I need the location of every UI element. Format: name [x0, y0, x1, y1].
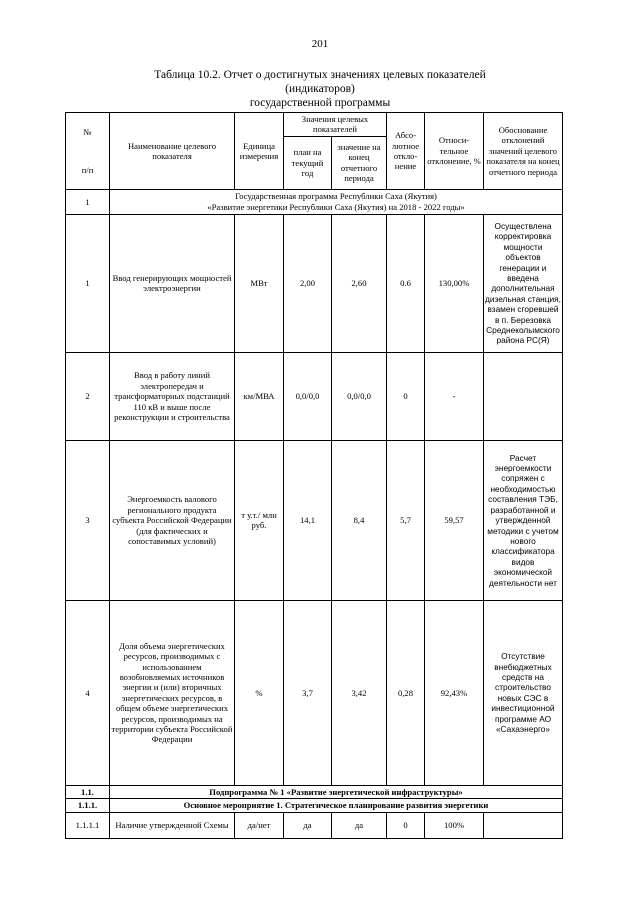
row-relative-deviation: -	[425, 352, 484, 440]
subprogram-row	[66, 785, 563, 798]
header-indicator-name: Наименование целевого показателя	[110, 113, 235, 190]
row-justification: Отсутствие внебюджетных средств на строительство новых СЭС в инвестиционной программе АО «Сахаэнерго»	[484, 600, 563, 785]
page-number: 201	[311, 38, 329, 50]
table-row	[66, 214, 563, 352]
program-row-title	[110, 189, 563, 214]
header-unit: Единица измерения	[235, 113, 284, 190]
row-actual: 3,42	[332, 600, 387, 785]
row-actual: 0,0/0,0	[332, 352, 387, 440]
header-number-top: №	[83, 126, 92, 137]
row-plan: 14,1	[284, 440, 332, 600]
row-relative-deviation: 59,57	[425, 440, 484, 600]
row-absolute-deviation: 0.6	[387, 214, 425, 352]
table-title-line-2: государственной программы	[249, 97, 391, 109]
row-unit: да/нет	[235, 812, 284, 838]
row-number: 4	[66, 600, 110, 785]
header-actual: значение на конец отчетного периода	[332, 136, 387, 189]
row-number: 1	[66, 214, 110, 352]
table-row	[66, 440, 563, 600]
table-row	[66, 600, 563, 785]
row-relative-deviation: 92,43%	[425, 600, 484, 785]
table-row	[66, 812, 563, 838]
row-indicator-name: Ввод генерирующих мощностей электроэнергии	[110, 214, 235, 352]
header-values-group: Значения целевых показателей	[284, 113, 387, 137]
row-absolute-deviation: 5,7	[387, 440, 425, 600]
row-number: 3	[66, 440, 110, 600]
row-justification	[484, 352, 563, 440]
main-event-title: Основное мероприятие 1. Стратегическое планирование развития энергетики	[110, 799, 563, 812]
program-row-number: 1	[66, 189, 110, 214]
row-number: 2	[66, 352, 110, 440]
table-title-line-1: Таблица 10.2. Отчет о достигнутых значениях целевых показателей (индикаторов)	[154, 69, 486, 95]
row-relative-deviation: 100%	[425, 812, 484, 838]
row-indicator-name: Ввод в работу линий электропередач и трансформаторных подстанций 110 кВ и выше после реконструкции и строительства	[110, 352, 235, 440]
row-plan: 2,00	[284, 214, 332, 352]
table-title	[120, 68, 520, 110]
row-justification: Осуществлена корректировка мощности объектов генерации и введена дополнительная дизельная станция, взамен сгоревшей в п. Березовка Среднеколымского района РС(Я)	[484, 214, 563, 352]
header-number	[66, 113, 110, 190]
main-event-row	[66, 799, 563, 812]
program-title-line-2: «Развитие энергетики Республики Саха (Якутия) на 2018 - 2022 годы»	[207, 201, 465, 212]
header-justification: Обоснование отклонений значений целевого показателя на конец отчетного периода	[484, 113, 563, 190]
header-relative-deviation: Относи-тельное отклонение, %	[425, 113, 484, 190]
row-justification: Расчет энергоемкости сопряжен с необходимостью составления ТЭБ, разработанной и утвержденной методики с учетом нового классификатора видов экономической деятельности нет	[484, 440, 563, 600]
header-plan: план на текущий год	[284, 136, 332, 189]
header-row-1	[66, 113, 563, 137]
row-relative-deviation: 130,00%	[425, 214, 484, 352]
row-number: 1.1.1.1	[66, 812, 110, 838]
row-absolute-deviation: 0	[387, 352, 425, 440]
row-unit: т у.т./ млн руб.	[235, 440, 284, 600]
indicators-report-table	[65, 112, 563, 839]
row-plan: 0,0/0,0	[284, 352, 332, 440]
row-indicator-name: Доля объема энергетических ресурсов, производимых с использованием возобновляемых источников энергии и (или) вторичных энергетических ресурсов, в общем объеме энергетических ресурсов, производимых на территории субъекта Российской Федерации	[110, 600, 235, 785]
row-unit: км/МВА	[235, 352, 284, 440]
header-number-bottom: п/п	[81, 164, 94, 175]
row-plan: 3,7	[284, 600, 332, 785]
subprogram-title: Подпрограмма № 1 «Развитие энергетической инфраструктуры»	[110, 785, 563, 798]
row-unit: %	[235, 600, 284, 785]
row-absolute-deviation: 0	[387, 812, 425, 838]
row-indicator-name: Энергоемкость валового регионального продукта субъекта Российской Федерации (для фактических и сопоставимых условий)	[110, 440, 235, 600]
row-plan: да	[284, 812, 332, 838]
table-row	[66, 352, 563, 440]
program-title-line-1: Государственная программа Республики Саха (Якутия)	[235, 191, 437, 202]
header-absolute-deviation: Абсо-лютное откло-нение	[387, 113, 425, 190]
row-absolute-deviation: 0,28	[387, 600, 425, 785]
row-indicator-name: Наличие утвержденной Схемы	[110, 812, 235, 838]
program-row	[66, 189, 563, 214]
row-justification	[484, 812, 563, 838]
row-unit: МВт	[235, 214, 284, 352]
row-actual: 8,4	[332, 440, 387, 600]
row-actual: 2,60	[332, 214, 387, 352]
row-actual: да	[332, 812, 387, 838]
main-event-number: 1.1.1.	[66, 799, 110, 812]
subprogram-number: 1.1.	[66, 785, 110, 798]
